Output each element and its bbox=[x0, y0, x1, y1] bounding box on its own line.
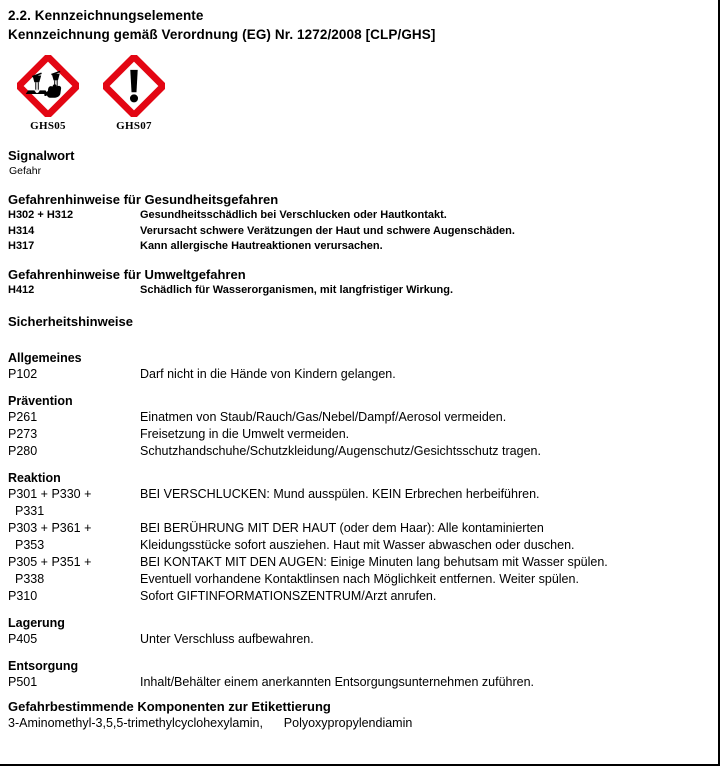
hazard-code: H302 + H312 bbox=[8, 209, 74, 221]
environmental-hazards-title: Gefahrenhinweise für Umweltgefahren bbox=[8, 266, 246, 282]
pictogram-code-label: GHS07 bbox=[116, 120, 152, 132]
precautionary-code: P273 bbox=[8, 427, 38, 441]
precautionary-text: Schutzhandschuhe/Schutzkleidung/Augenschutz/Gesichtsschutz tragen. bbox=[140, 444, 541, 458]
precautionary-group-allgemeines bbox=[0, 350, 718, 383]
precautionary-statement-continuation-row bbox=[8, 503, 718, 520]
precautionary-statement-row bbox=[8, 554, 718, 571]
precautionary-text: Unter Verschluss aufbewahren. bbox=[140, 632, 314, 646]
precautionary-statement-row bbox=[8, 631, 718, 648]
precautionary-statement-continuation-row bbox=[8, 537, 718, 554]
hazard-text: Verursacht schwere Verätzungen der Haut und schwere Augenschäden. bbox=[140, 224, 515, 237]
hazard-statement-row bbox=[8, 283, 718, 299]
precautionary-group-lagerung bbox=[0, 615, 718, 648]
hazard-text: Schädlich für Wasserorganismen, mit langfristiger Wirkung. bbox=[140, 283, 454, 296]
precautionary-text: BEI BERÜHRUNG MIT DER HAUT (oder dem Haar): Alle kontaminierten bbox=[140, 521, 544, 535]
environmental-hazard-statements bbox=[8, 283, 718, 299]
hazard-statement-row bbox=[8, 208, 718, 224]
precautionary-group-title: Lagerung bbox=[8, 616, 65, 630]
precautionary-statement-row bbox=[8, 520, 718, 537]
precautionary-section bbox=[0, 314, 718, 330]
precautionary-code: P280 bbox=[8, 444, 38, 458]
precautionary-code: P501 bbox=[8, 675, 38, 689]
labelling-components-section bbox=[0, 699, 718, 715]
hazard-code: H317 bbox=[8, 240, 35, 252]
hazard-statement-row bbox=[8, 224, 718, 240]
health-hazard-statements bbox=[8, 208, 718, 255]
precautionary-statement-continuation-row bbox=[8, 571, 718, 588]
precautionary-group-title: Entsorgung bbox=[8, 659, 79, 673]
signal-word-value: Gefahr bbox=[9, 165, 42, 177]
precautionary-code-continuation: P353 bbox=[15, 538, 45, 552]
precautionary-code: P303 + P361 + bbox=[8, 521, 92, 535]
precautionary-text-continuation: Kleidungsstücke sofort ausziehen. Haut mit Wasser abwaschen oder duschen. bbox=[140, 538, 575, 552]
precautionary-group-praevention bbox=[0, 393, 718, 460]
labelling-components-title: Gefahrbestimmende Komponenten zur Etikettierung bbox=[8, 699, 331, 714]
precautionary-code: P405 bbox=[8, 632, 38, 646]
precautionary-group-entsorgung bbox=[0, 658, 718, 691]
precautionary-statement-row bbox=[8, 674, 718, 691]
corrosion-pictogram-icon bbox=[17, 55, 79, 117]
precautionary-group-title: Allgemeines bbox=[8, 351, 82, 365]
exclamation-mark-pictogram-icon bbox=[103, 55, 165, 117]
precautionary-text: Einatmen von Staub/Rauch/Gas/Nebel/Dampf/Aerosol vermeiden. bbox=[140, 410, 507, 424]
precautionary-code: P261 bbox=[8, 410, 38, 424]
precautionary-statement-row bbox=[8, 588, 718, 605]
signal-word-title: Signalwort bbox=[8, 148, 75, 163]
health-hazards-title: Gefahrenhinweise für Gesundheitsgefahren bbox=[8, 192, 279, 207]
precautionary-code: P102 bbox=[8, 367, 38, 381]
section-number-title: 2.2. Kennzeichnungselemente bbox=[8, 8, 204, 23]
precautionary-title: Sicherheitshinweise bbox=[8, 314, 133, 329]
hazard-code: H412 bbox=[8, 283, 35, 296]
precautionary-code-continuation: P338 bbox=[15, 572, 45, 586]
precautionary-code: P305 + P351 + bbox=[8, 555, 92, 569]
precautionary-statement-row bbox=[8, 486, 718, 503]
regulation-title: Kennzeichnung gemäß Verordnung (EG) Nr. 1272/2008 [CLP/GHS] bbox=[8, 27, 436, 42]
document-header bbox=[0, 0, 718, 44]
precautionary-text: Sofort GIFTINFORMATIONSZENTRUM/Arzt anrufen. bbox=[140, 589, 437, 603]
ghs-pictogram-row bbox=[0, 44, 718, 132]
pictogram-code-label: GHS05 bbox=[30, 120, 66, 132]
precautionary-text: Freisetzung in die Umwelt vermeiden. bbox=[140, 427, 350, 441]
precautionary-code: P310 bbox=[8, 589, 38, 603]
precautionary-group-reaktion bbox=[0, 470, 718, 605]
hazard-text: Kann allergische Hautreaktionen verursachen. bbox=[140, 240, 383, 252]
ghs-pictogram-ghs05 bbox=[14, 55, 82, 132]
environmental-hazards-section bbox=[0, 267, 718, 299]
precautionary-text-continuation: Eventuell vorhandene Kontaktlinsen nach Möglichkeit entfernen. Weiter spülen. bbox=[140, 572, 579, 586]
precautionary-code-continuation: P331 bbox=[15, 504, 45, 518]
precautionary-code: P301 + P330 + bbox=[8, 487, 92, 501]
precautionary-group-title: Prävention bbox=[8, 394, 73, 408]
precautionary-statement-row bbox=[8, 426, 718, 443]
health-hazards-section bbox=[0, 192, 718, 255]
precautionary-text: Inhalt/Behälter einem anerkannten Entsorgungsunternehmen zuführen. bbox=[140, 675, 535, 689]
precautionary-statement-row bbox=[8, 443, 718, 460]
ghs-pictogram-ghs07 bbox=[100, 55, 168, 132]
hazard-statement-row bbox=[8, 239, 718, 255]
labelling-components-list: 3-Aminomethyl-3,5,5-trimethylcyclohexylamin, Polyoxypropylendiamin bbox=[8, 716, 413, 730]
precautionary-text: BEI KONTAKT MIT DEN AUGEN: Einige Minuten lang behutsam mit Wasser spülen. bbox=[140, 555, 608, 569]
precautionary-text: Darf nicht in die Hände von Kindern gelangen. bbox=[140, 367, 396, 381]
precautionary-text: BEI VERSCHLUCKEN: Mund ausspülen. KEIN Erbrechen herbeiführen. bbox=[140, 487, 540, 501]
precautionary-statement-row bbox=[8, 366, 718, 383]
precautionary-statement-row bbox=[8, 409, 718, 426]
hazard-code: H314 bbox=[8, 224, 35, 237]
signal-word-section bbox=[0, 148, 718, 178]
precautionary-group-title: Reaktion bbox=[8, 471, 61, 485]
hazard-text: Gesundheitsschädlich bei Verschlucken oder Hautkontakt. bbox=[140, 209, 447, 221]
